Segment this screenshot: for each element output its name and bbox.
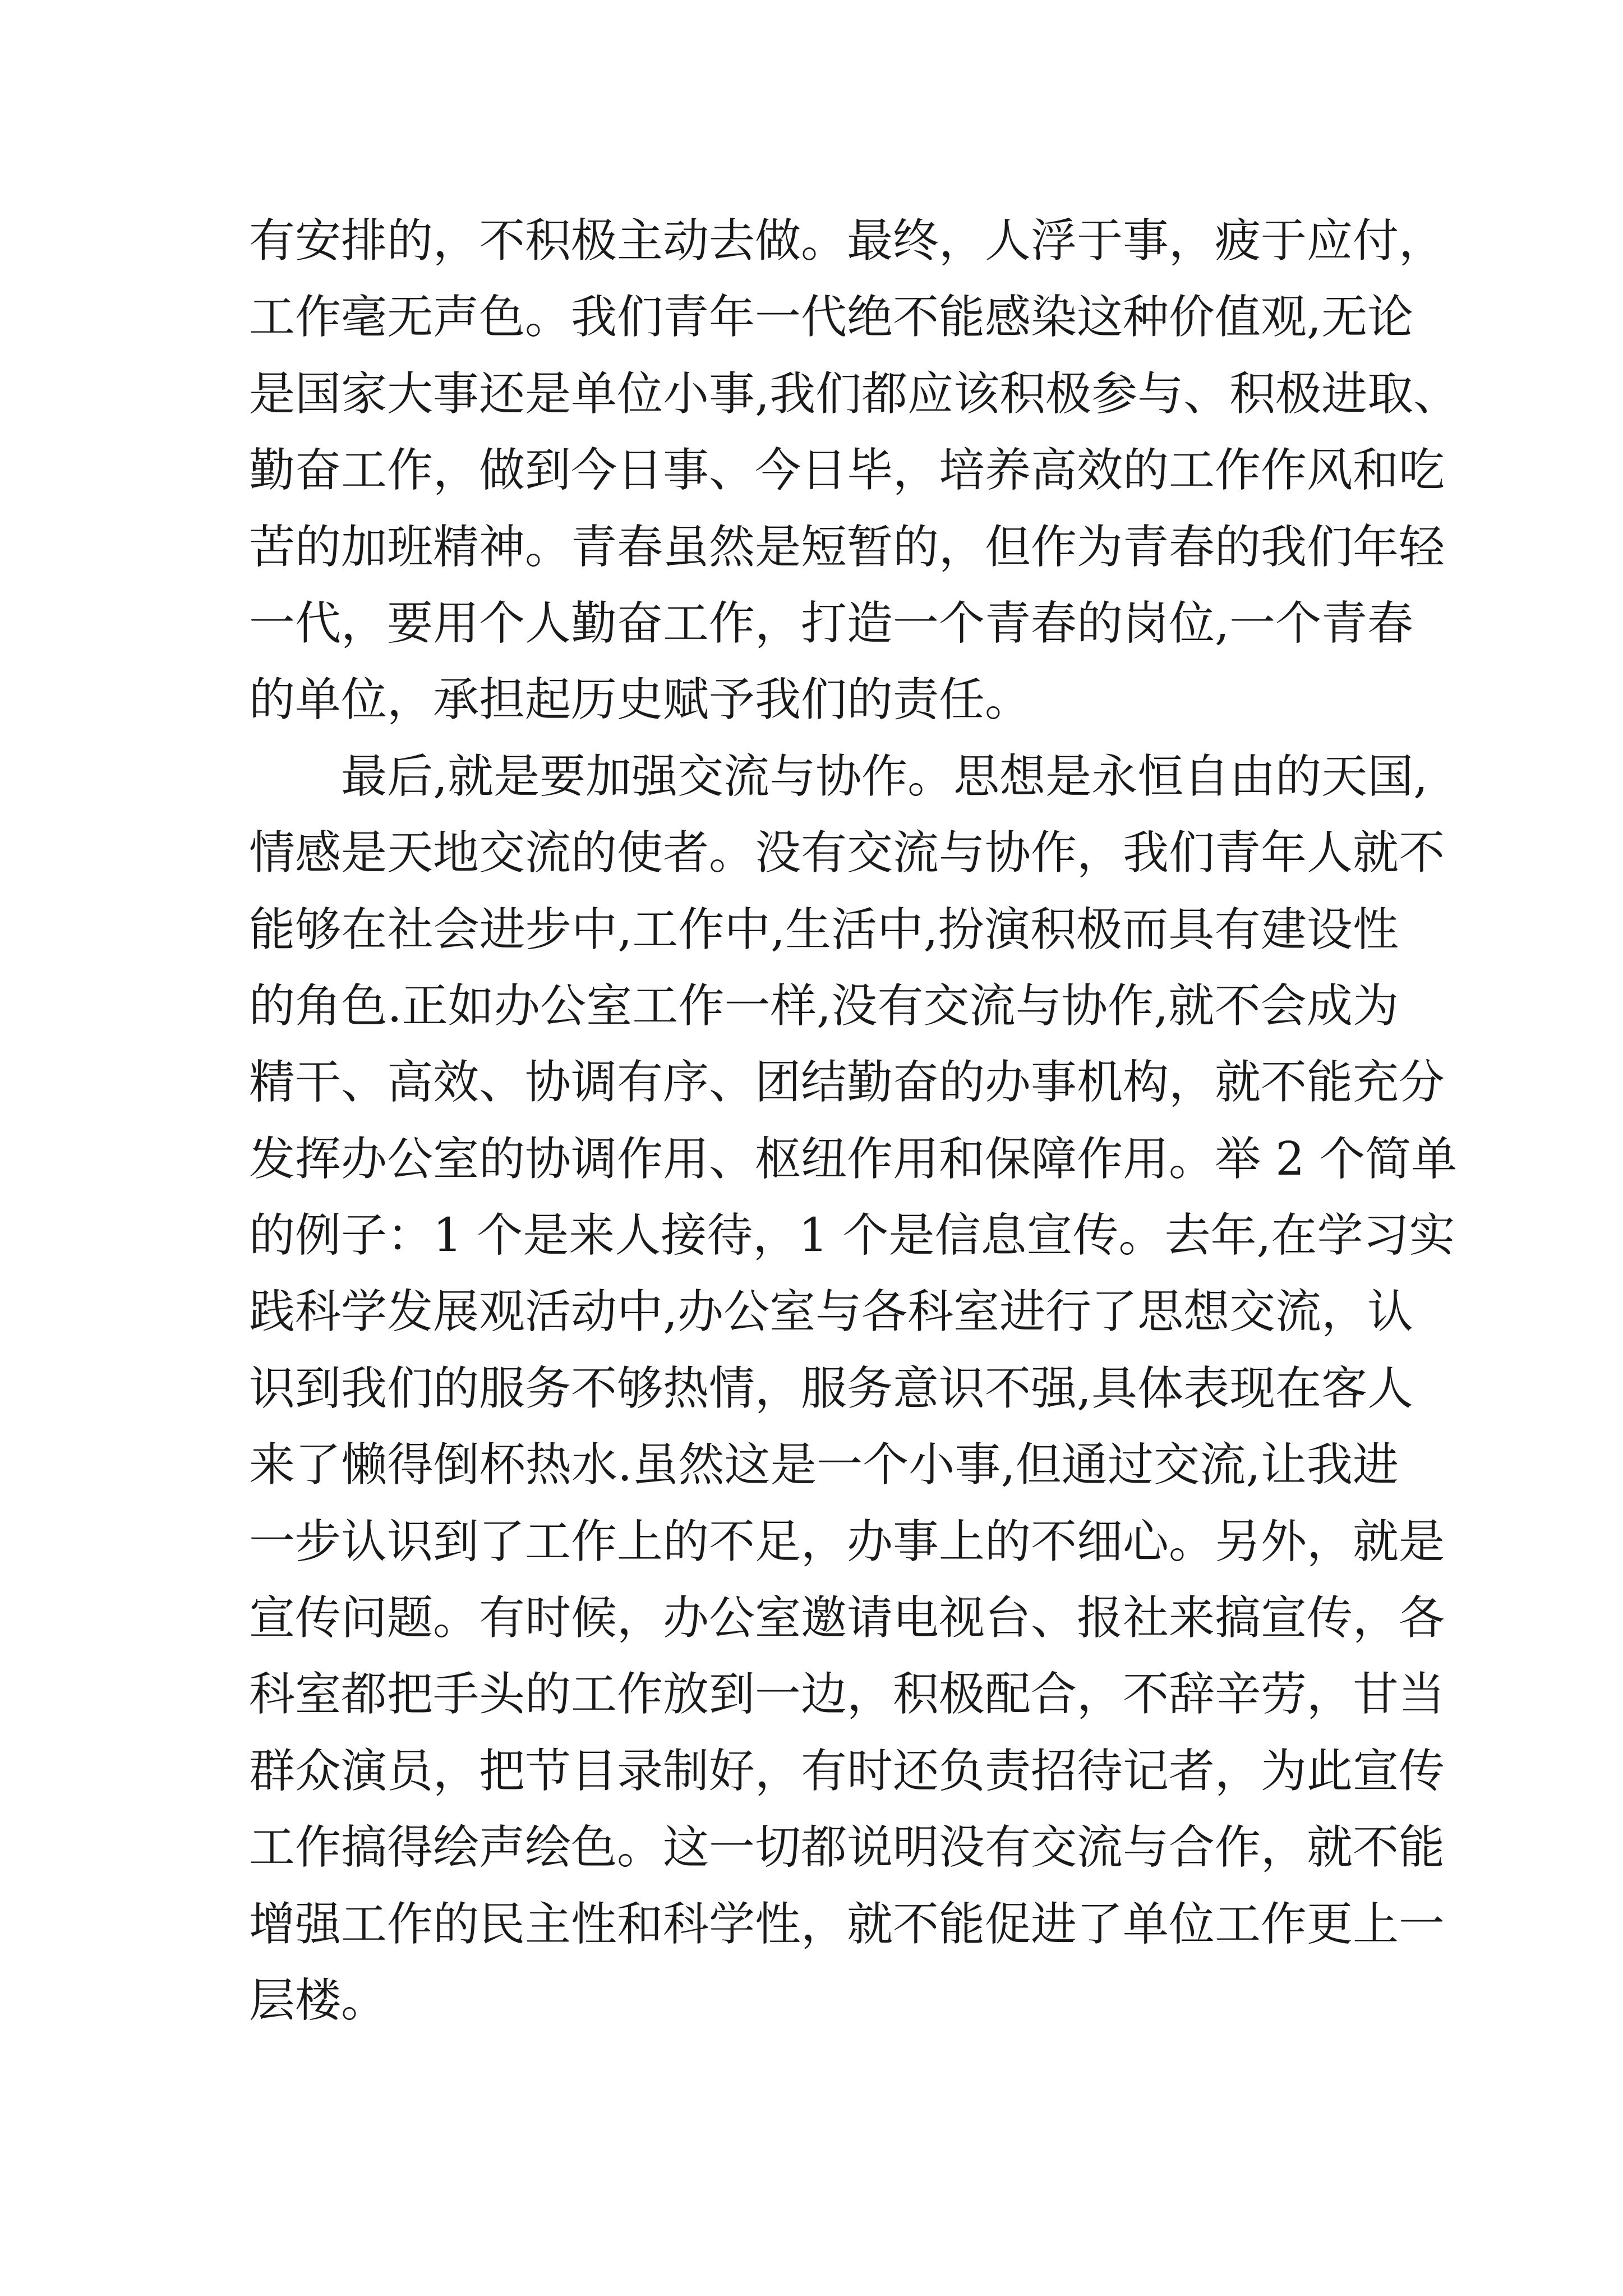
text-line: 的角色.正如办公室工作一样,没有交流与协作,就不会成为 (249, 979, 1399, 1033)
text-line: 情感是天地交流的使者。没有交流与协作，我们青年人就不 (249, 826, 1445, 880)
text-line: 的单位，承担起历史赋予我们的责任。 (249, 673, 1031, 727)
text-line: 的例子：1 个是来人接待，1 个是信息宣传。去年,在学习实 (249, 1209, 1455, 1263)
text-line: 来了懒得倒杯热水.虽然这是一个小事,但通过交流,让我进 (249, 1438, 1399, 1492)
text-line: 践科学发展观活动中,办公室与各科室进行了思想交流，认 (249, 1285, 1414, 1339)
text-line: 层楼。 (249, 1973, 388, 2027)
text-line: 群众演员，把节目录制好，有时还负责招待记者，为此宣传 (249, 1744, 1445, 1798)
text-line: 有安排的，不积极主动去做。最终，人浮于事，疲于应付， (249, 214, 1445, 268)
text-line: 科室都把手头的工作放到一边，积极配合，不辞辛劳，甘当 (249, 1668, 1445, 1722)
text-line: 宣传问题。有时候，办公室邀请电视台、报社来搞宣传，各 (249, 1591, 1445, 1645)
text-line: 识到我们的服务不够热情，服务意识不强,具体表现在客人 (249, 1361, 1414, 1415)
text-line: 增强工作的民主性和科学性，就不能促进了单位工作更上一 (249, 1897, 1445, 1951)
paragraph-1 (249, 203, 1460, 739)
text-line: 工作搞得绘声绘色。这一切都说明没有交流与合作，就不能 (249, 1821, 1445, 1875)
text-line: 苦的加班精神。青春虽然是短暂的，但作为青春的我们年轻 (249, 520, 1445, 574)
paragraph-2 (249, 739, 1458, 2040)
text-line: 一代，要用个人勤奋工作，打造一个青春的岗位,一个青春 (249, 596, 1414, 650)
text-line: 能够在社会进步中,工作中,生活中,扮演积极而具有建设性 (249, 903, 1399, 956)
text-line: 精干、高效、协调有序、团结勤奋的办事机构，就不能充分 (249, 1056, 1445, 1110)
text-line: 最后,就是要加强交流与协作。思想是永恒自由的天国, (341, 749, 1428, 803)
body-text (249, 203, 1460, 2039)
text-line: 是国家大事还是单位小事,我们都应该积极参与、积极进取、 (249, 367, 1460, 421)
text-line: 发挥办公室的协调作用、枢纽作用和保障作用。举 2 个简单 (249, 1132, 1458, 1186)
text-line: 一步认识到了工作上的不足，办事上的不细心。另外，就是 (249, 1515, 1445, 1568)
text-line: 勤奋工作，做到今日事、今日毕，培养高效的工作作风和吃 (249, 444, 1445, 498)
text-line: 工作毫无声色。我们青年一代绝不能感染这种价值观,无论 (249, 291, 1414, 344)
